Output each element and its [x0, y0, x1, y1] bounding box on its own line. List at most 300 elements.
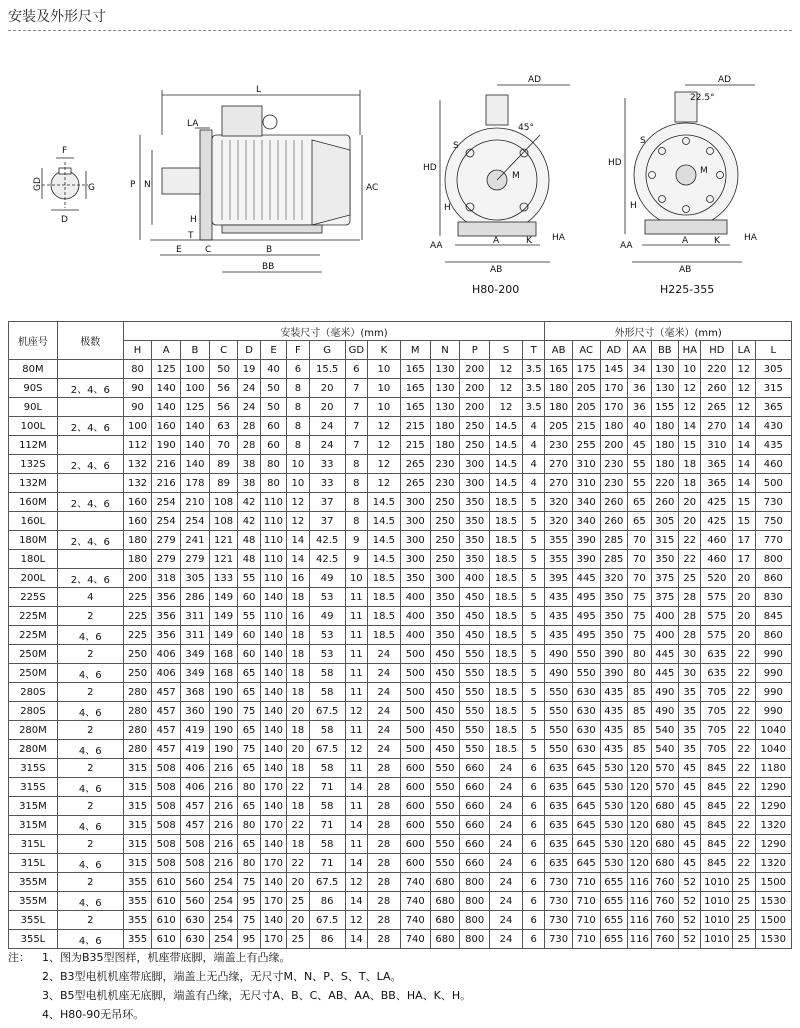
value-cell: 450	[460, 588, 490, 607]
note-2	[8, 967, 792, 986]
value-cell: 75	[628, 626, 651, 645]
value-cell: 12	[287, 493, 309, 512]
value-cell: 680	[430, 892, 460, 911]
value-cell: 116	[628, 930, 651, 949]
value-cell: 740	[400, 873, 430, 892]
table-row	[9, 531, 792, 550]
value-cell: 5	[523, 531, 545, 550]
caption-h225-355: H225-355	[660, 283, 715, 296]
value-cell: 200	[460, 398, 490, 417]
value-cell: 705	[701, 683, 733, 702]
value-cell: 530	[600, 854, 628, 873]
value-cell: 190	[209, 683, 238, 702]
frame-cell: 225M	[9, 607, 58, 626]
value-cell: 250	[123, 664, 152, 683]
frame-cell: 180M	[9, 531, 58, 550]
poles-cell: 2、4、6	[57, 493, 123, 512]
frame-cell: 225M	[9, 626, 58, 645]
value-cell: 5	[523, 607, 545, 626]
value-cell: 450	[430, 645, 460, 664]
value-cell: 80	[123, 360, 152, 379]
value-cell: 8	[345, 512, 367, 531]
value-cell: 149	[209, 626, 238, 645]
value-cell: 65	[238, 797, 260, 816]
value-cell: 575	[701, 607, 733, 626]
value-cell: 45	[679, 759, 701, 778]
value-cell: 860	[755, 626, 791, 645]
value-cell: 550	[460, 683, 490, 702]
label-large-A: A	[682, 236, 689, 246]
value-cell: 305	[181, 569, 210, 588]
table-body	[9, 360, 792, 949]
value-cell: 28	[367, 892, 400, 911]
value-cell: 18	[287, 721, 309, 740]
value-cell: 210	[181, 493, 210, 512]
value-cell: 28	[367, 911, 400, 930]
column-header: AB	[545, 341, 573, 360]
value-cell: 180	[651, 436, 679, 455]
value-cell: 24	[490, 892, 523, 911]
value-cell: 14	[733, 417, 755, 436]
value-cell: 20	[733, 569, 755, 588]
value-cell: 740	[400, 930, 430, 949]
value-cell: 120	[628, 778, 651, 797]
value-cell: 85	[628, 740, 651, 759]
value-cell: 225	[123, 626, 152, 645]
value-cell: 180	[123, 550, 152, 569]
value-cell: 168	[209, 664, 238, 683]
value-cell: 70	[628, 550, 651, 569]
value-cell: 600	[400, 778, 430, 797]
value-cell: 160	[123, 493, 152, 512]
table-row	[9, 683, 792, 702]
value-cell: 635	[545, 778, 573, 797]
value-cell: 600	[400, 816, 430, 835]
value-cell: 655	[600, 930, 628, 949]
value-cell: 35	[679, 683, 701, 702]
value-cell: 14	[345, 778, 367, 797]
value-cell: 500	[400, 702, 430, 721]
value-cell: 14	[287, 550, 309, 569]
value-cell: 160	[152, 417, 181, 436]
value-cell: 1320	[755, 816, 791, 835]
value-cell: 425	[701, 493, 733, 512]
value-cell: 30	[679, 664, 701, 683]
table-row	[9, 398, 792, 417]
value-cell: 550	[572, 645, 600, 664]
value-cell: 285	[600, 531, 628, 550]
frame-cell: 315L	[9, 854, 58, 873]
value-cell: 406	[181, 778, 210, 797]
value-cell: 250	[123, 645, 152, 664]
label-N: N	[144, 180, 151, 190]
value-cell: 22	[733, 740, 755, 759]
value-cell: 254	[209, 930, 238, 949]
value-cell: 140	[152, 398, 181, 417]
value-cell: 20	[309, 398, 345, 417]
value-cell: 110	[260, 569, 287, 588]
value-cell: 112	[123, 436, 152, 455]
value-cell: 28	[367, 854, 400, 873]
value-cell: 530	[600, 835, 628, 854]
value-cell: 28	[367, 816, 400, 835]
value-cell: 120	[628, 816, 651, 835]
value-cell: 22	[733, 816, 755, 835]
value-cell: 1500	[755, 873, 791, 892]
table-row	[9, 588, 792, 607]
value-cell: 58	[309, 683, 345, 702]
value-cell: 340	[572, 512, 600, 531]
value-cell: 110	[260, 512, 287, 531]
value-cell: 350	[400, 569, 430, 588]
table-row	[9, 854, 792, 873]
value-cell: 7	[345, 436, 367, 455]
value-cell: 42	[238, 512, 260, 531]
label-large-angle: 22.5°	[690, 93, 715, 103]
value-cell: 80	[238, 854, 260, 873]
value-cell: 11	[345, 835, 367, 854]
value-cell: 75	[628, 607, 651, 626]
value-cell: 12	[490, 360, 523, 379]
value-cell: 349	[181, 645, 210, 664]
value-cell: 300	[400, 493, 430, 512]
value-cell: 14.5	[490, 455, 523, 474]
frame-cell: 132S	[9, 455, 58, 474]
value-cell: 14.5	[490, 474, 523, 493]
value-cell: 845	[701, 778, 733, 797]
value-cell: 140	[260, 588, 287, 607]
value-cell: 430	[755, 417, 791, 436]
value-cell: 550	[430, 759, 460, 778]
note-text: 1、图为B35型图样，机座带底脚，端盖上有凸缘。	[42, 951, 291, 964]
value-cell: 60	[238, 645, 260, 664]
value-cell: 6	[287, 360, 309, 379]
value-cell: 5	[523, 626, 545, 645]
value-cell: 315	[123, 854, 152, 873]
value-cell: 500	[400, 645, 430, 664]
value-cell: 445	[572, 569, 600, 588]
notes	[8, 948, 792, 1024]
value-cell: 845	[701, 759, 733, 778]
notes-prefix: 注：	[8, 951, 30, 964]
frame-cell: 160M	[9, 493, 58, 512]
value-cell: 435	[545, 626, 573, 645]
label-large-K: K	[714, 236, 720, 246]
frame-cell: 315L	[9, 835, 58, 854]
value-cell: 140	[260, 645, 287, 664]
value-cell: 7	[345, 398, 367, 417]
value-cell: 18.5	[490, 512, 523, 531]
value-cell: 310	[701, 436, 733, 455]
value-cell: 18	[287, 664, 309, 683]
value-cell: 570	[651, 759, 679, 778]
frame-cell: 90S	[9, 379, 58, 398]
value-cell: 365	[701, 455, 733, 474]
value-cell: 250	[430, 531, 460, 550]
value-cell: 365	[701, 474, 733, 493]
value-cell: 550	[430, 854, 460, 873]
value-cell: 630	[572, 721, 600, 740]
value-cell: 190	[152, 436, 181, 455]
value-cell: 18	[287, 835, 309, 854]
value-cell: 133	[209, 569, 238, 588]
value-cell: 140	[260, 835, 287, 854]
value-cell: 5	[523, 645, 545, 664]
value-cell: 12	[733, 379, 755, 398]
value-cell: 9	[345, 531, 367, 550]
value-cell: 705	[701, 740, 733, 759]
value-cell: 4	[523, 436, 545, 455]
value-cell: 15.5	[309, 360, 345, 379]
value-cell: 279	[152, 531, 181, 550]
value-cell: 495	[572, 607, 600, 626]
label-small-HA: HA	[552, 233, 565, 243]
value-cell: 205	[545, 417, 573, 436]
value-cell: 175	[572, 360, 600, 379]
value-cell: 300	[430, 569, 460, 588]
value-cell: 445	[651, 664, 679, 683]
value-cell: 355	[123, 873, 152, 892]
value-cell: 180	[545, 398, 573, 417]
value-cell: 89	[209, 474, 238, 493]
value-cell: 230	[430, 474, 460, 493]
value-cell: 495	[572, 626, 600, 645]
value-cell: 60	[260, 436, 287, 455]
value-cell: 457	[181, 816, 210, 835]
value-cell: 350	[430, 607, 460, 626]
value-cell: 508	[152, 759, 181, 778]
value-cell: 645	[572, 854, 600, 873]
table-row	[9, 797, 792, 816]
value-cell: 52	[679, 892, 701, 911]
column-header: P	[460, 341, 490, 360]
value-cell: 14	[345, 892, 367, 911]
value-cell: 8	[345, 474, 367, 493]
value-cell: 300	[460, 474, 490, 493]
table-row	[9, 645, 792, 664]
value-cell: 12	[733, 360, 755, 379]
value-cell: 28	[367, 797, 400, 816]
value-cell: 33	[309, 474, 345, 493]
value-cell: 655	[600, 892, 628, 911]
value-cell: 710	[572, 930, 600, 949]
value-cell: 270	[545, 474, 573, 493]
frame-cell: 355M	[9, 873, 58, 892]
poles-cell	[57, 474, 123, 493]
value-cell: 500	[400, 740, 430, 759]
value-cell: 550	[460, 702, 490, 721]
table-row	[9, 740, 792, 759]
value-cell: 600	[400, 759, 430, 778]
value-cell: 7	[345, 379, 367, 398]
value-cell: 11	[345, 683, 367, 702]
column-header: HA	[679, 341, 701, 360]
value-cell: 254	[209, 892, 238, 911]
value-cell: 75	[238, 911, 260, 930]
motor-side-view-small-drawing	[423, 75, 570, 275]
poles-cell: 2、4、6	[57, 531, 123, 550]
value-cell: 14.5	[490, 417, 523, 436]
value-cell: 45	[679, 816, 701, 835]
value-cell: 140	[152, 379, 181, 398]
value-cell: 170	[600, 398, 628, 417]
value-cell: 1320	[755, 854, 791, 873]
value-cell: 24	[367, 740, 400, 759]
value-cell: 300	[400, 531, 430, 550]
value-cell: 80	[238, 778, 260, 797]
frame-cell: 132M	[9, 474, 58, 493]
value-cell: 860	[755, 569, 791, 588]
value-cell: 1040	[755, 740, 791, 759]
value-cell: 22	[733, 835, 755, 854]
label-E: E	[176, 245, 182, 255]
value-cell: 610	[152, 892, 181, 911]
value-cell: 58	[309, 797, 345, 816]
value-cell: 406	[181, 759, 210, 778]
value-cell: 800	[460, 930, 490, 949]
value-cell: 450	[460, 626, 490, 645]
table-row	[9, 721, 792, 740]
value-cell: 550	[545, 702, 573, 721]
value-cell: 845	[701, 816, 733, 835]
value-cell: 1290	[755, 835, 791, 854]
value-cell: 22	[733, 664, 755, 683]
value-cell: 315	[123, 797, 152, 816]
value-cell: 230	[600, 474, 628, 493]
value-cell: 216	[152, 455, 181, 474]
label-large-AD: AD	[718, 75, 732, 85]
frame-cell: 90L	[9, 398, 58, 417]
value-cell: 305	[755, 360, 791, 379]
value-cell: 71	[309, 816, 345, 835]
value-cell: 315	[123, 778, 152, 797]
value-cell: 108	[209, 512, 238, 531]
value-cell: 270	[545, 455, 573, 474]
table-row	[9, 379, 792, 398]
value-cell: 180	[651, 417, 679, 436]
value-cell: 12	[490, 379, 523, 398]
value-cell: 230	[545, 436, 573, 455]
value-cell: 14.5	[367, 531, 400, 550]
table-header-group-row	[9, 322, 792, 341]
value-cell: 4	[523, 474, 545, 493]
value-cell: 12	[367, 455, 400, 474]
value-cell: 241	[181, 531, 210, 550]
value-cell: 24	[490, 854, 523, 873]
value-cell: 450	[460, 607, 490, 626]
value-cell: 140	[181, 436, 210, 455]
value-cell: 80	[628, 645, 651, 664]
frame-cell: 160L	[9, 512, 58, 531]
value-cell: 10	[287, 474, 309, 493]
frame-cell: 280S	[9, 702, 58, 721]
value-cell: 8	[287, 398, 309, 417]
value-cell: 24	[309, 436, 345, 455]
value-cell: 530	[600, 778, 628, 797]
value-cell: 12	[679, 379, 701, 398]
frame-cell: 315M	[9, 797, 58, 816]
value-cell: 120	[628, 797, 651, 816]
value-cell: 250	[430, 493, 460, 512]
poles-cell	[57, 436, 123, 455]
frame-cell: 355L	[9, 930, 58, 949]
column-header: H	[123, 341, 152, 360]
value-cell: 14	[733, 474, 755, 493]
value-cell: 168	[209, 645, 238, 664]
value-cell: 260	[600, 493, 628, 512]
value-cell: 120	[628, 854, 651, 873]
value-cell: 845	[701, 797, 733, 816]
value-cell: 419	[181, 721, 210, 740]
value-cell: 53	[309, 588, 345, 607]
value-cell: 450	[430, 740, 460, 759]
value-cell: 740	[400, 911, 430, 930]
value-cell: 28	[367, 930, 400, 949]
value-cell: 140	[181, 455, 210, 474]
value-cell: 18.5	[490, 550, 523, 569]
value-cell: 145	[600, 360, 628, 379]
value-cell: 560	[181, 892, 210, 911]
value-cell: 18	[287, 797, 309, 816]
value-cell: 18.5	[367, 569, 400, 588]
value-cell: 460	[755, 455, 791, 474]
value-cell: 350	[600, 588, 628, 607]
note-text: 2、B3型电机机座带底脚，端盖上无凸缘，无尺寸M、N、P、S、T、LA。	[42, 970, 402, 983]
value-cell: 845	[701, 854, 733, 873]
value-cell: 550	[430, 778, 460, 797]
value-cell: 35	[679, 721, 701, 740]
value-cell: 250	[430, 512, 460, 531]
value-cell: 350	[600, 626, 628, 645]
value-cell: 20	[287, 702, 309, 721]
value-cell: 500	[400, 683, 430, 702]
table-row	[9, 759, 792, 778]
value-cell: 710	[572, 892, 600, 911]
value-cell: 170	[260, 816, 287, 835]
value-cell: 5	[523, 721, 545, 740]
value-cell: 705	[701, 721, 733, 740]
value-cell: 80	[238, 816, 260, 835]
value-cell: 130	[430, 379, 460, 398]
dimension-table	[8, 321, 792, 949]
column-header: HD	[701, 341, 733, 360]
label-front-H: H	[190, 215, 197, 225]
value-cell: 110	[260, 550, 287, 569]
value-cell: 500	[400, 721, 430, 740]
value-cell: 67.5	[309, 740, 345, 759]
value-cell: 15	[733, 512, 755, 531]
value-cell: 17	[733, 531, 755, 550]
value-cell: 600	[400, 835, 430, 854]
value-cell: 10	[367, 398, 400, 417]
value-cell: 12	[345, 740, 367, 759]
value-cell: 254	[209, 911, 238, 930]
value-cell: 86	[309, 930, 345, 949]
value-cell: 24	[490, 930, 523, 949]
value-cell: 60	[238, 588, 260, 607]
label-small-M: M	[512, 171, 520, 181]
value-cell: 5	[523, 512, 545, 531]
value-cell: 8	[287, 436, 309, 455]
poles-cell	[57, 398, 123, 417]
value-cell: 356	[152, 607, 181, 626]
value-cell: 760	[651, 892, 679, 911]
value-cell: 24	[367, 664, 400, 683]
value-cell: 110	[260, 493, 287, 512]
value-cell: 254	[209, 873, 238, 892]
value-cell: 356	[152, 588, 181, 607]
value-cell: 540	[651, 721, 679, 740]
